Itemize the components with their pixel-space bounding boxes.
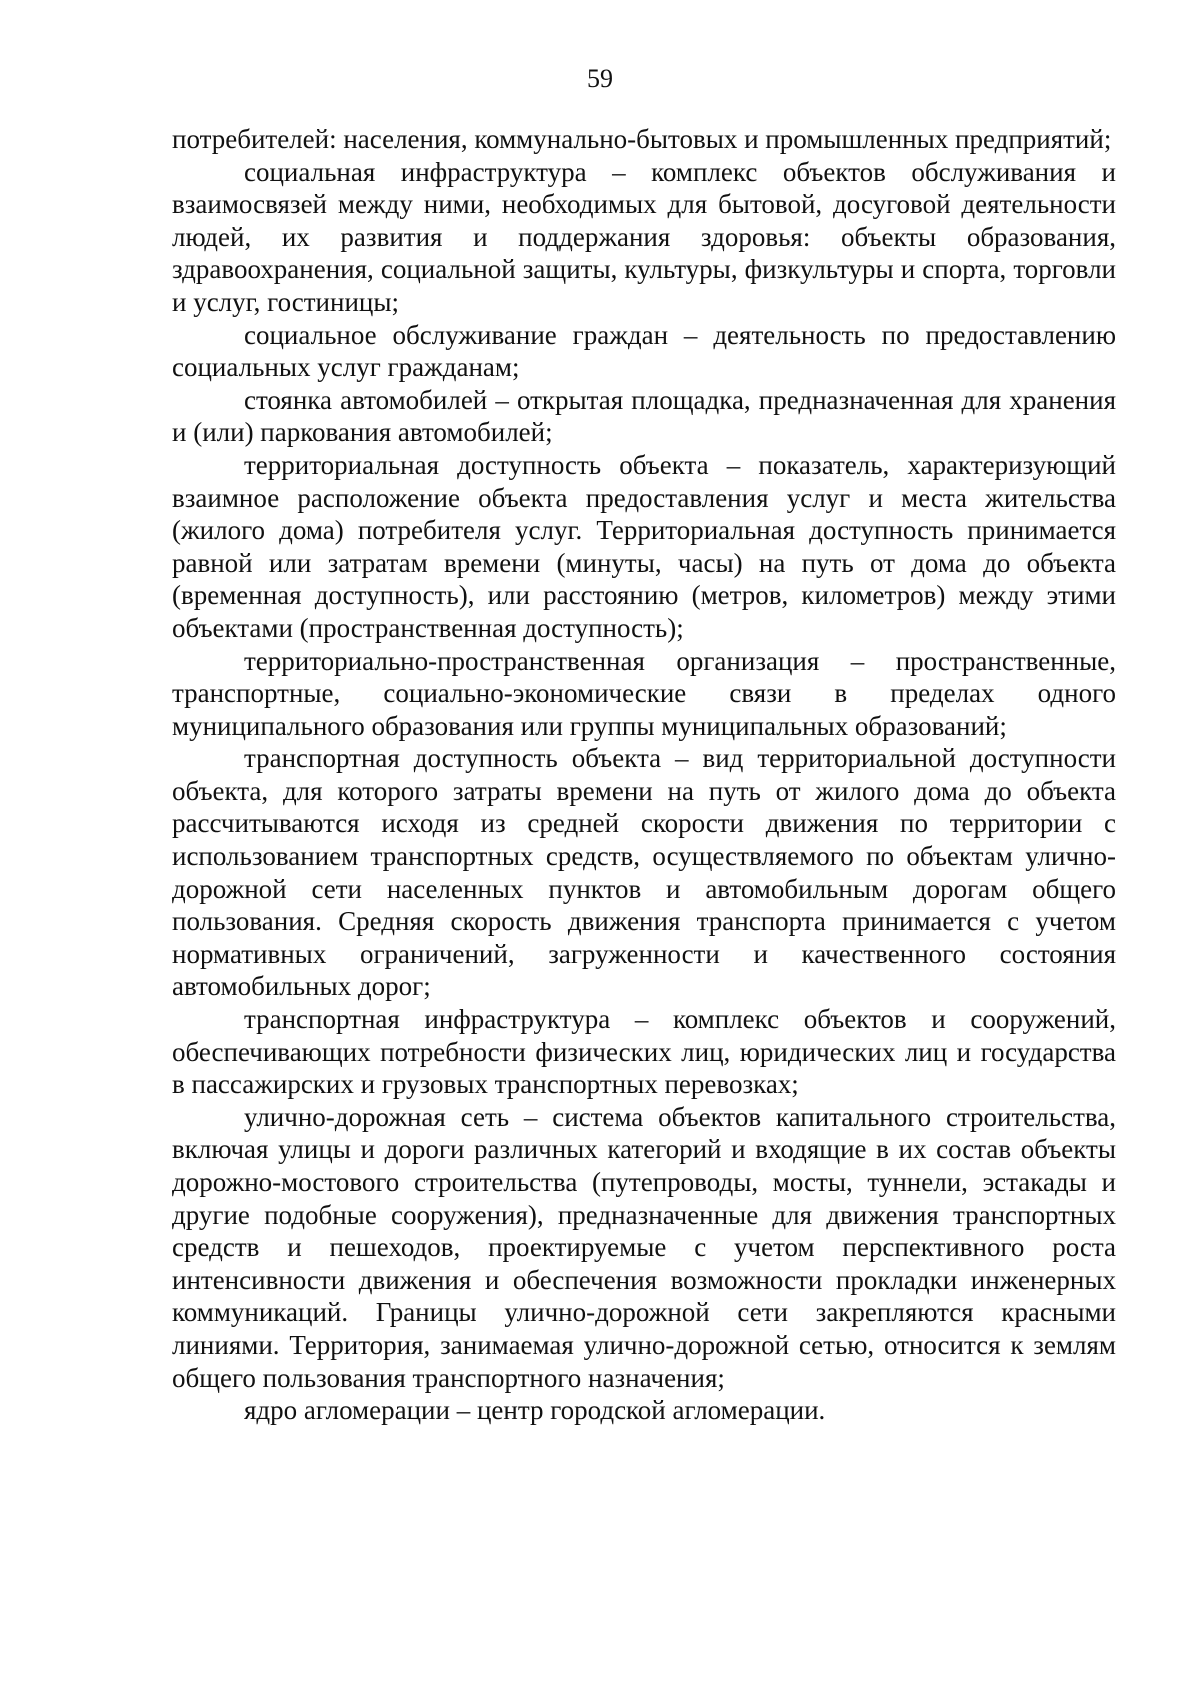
definition-territorial-accessibility: территориальная доступность объекта – показатель, характеризующий взаимное расположение объекта предоставления услуг и места жительства (жилого дома) потребителя услуг. Территориальная доступность принимается равной или затратам времени (минуты, часы) на путь от дома до объекта (временная доступность), или расстоянию (метров, километров) между этими объектами (пространственная доступность); — [172, 449, 1116, 643]
definition-car-parking: стоянка автомобилей – открытая площадка, предназначенная для хранения и (или) паркования автомобилей; — [172, 384, 1116, 448]
definition-territorial-spatial-organization: территориально-пространственная организация – пространственные, транспортные, социально-экономические связи в пределах одного муниципального образования или группы муниципальных образований; — [172, 645, 1116, 741]
document-body — [172, 123, 1116, 1427]
definition-street-road-network: улично-дорожная сеть – система объектов капитального строительства, включая улицы и дороги различных категорий и входящие в их состав объекты дорожно-мостового строительства (путепроводы, мосты, туннели, эстакады и другие подобные сооружения), предназначенные для движения транспортных средств и пешеходов, проектируемые с учетом перспективного роста интенсивности движения и обеспечения возможности прокладки инженерных коммуникаций. Границы улично-дорожной сети закрепляются красными линиями. Территория, занимаемая улично-дорожной сетью, относится к землям общего пользования транспортного назначения; — [172, 1101, 1116, 1393]
definition-transport-infrastructure: транспортная инфраструктура – комплекс объектов и сооружений, обеспечивающих потребности физических лиц, юридических лиц и государства в пассажирских и грузовых транспортных перевозках; — [172, 1004, 1116, 1100]
definition-transport-accessibility: транспортная доступность объекта – вид территориальной доступности объекта, для которого затраты времени на путь от жилого дома до объекта рассчитываются исходя из средней скорости движения по территории с использованием транспортных средств, осуществляемого по объектам улично-дорожной сети населенных пунктов и автомобильным дорогам общего пользования. Средняя скорость движения транспорта принимается с учетом нормативных ограничений, загруженности и качественного состояния автомобильных дорог; — [172, 743, 1116, 1002]
paragraph-continuation: потребителей: населения, коммунально-бытовых и промышленных предприятий; — [172, 124, 1112, 154]
definition-agglomeration-core: ядро агломерации – центр городской агломерации. — [244, 1395, 826, 1426]
page-number: 59 — [587, 64, 613, 93]
definition-social-services: социальное обслуживание граждан – деятельность по предоставлению социальных услуг гражданам; — [172, 319, 1116, 383]
definition-social-infrastructure: социальная инфраструктура – комплекс объектов обслуживания и взаимосвязей между ними, необходимых для бытовой, досуговой деятельности людей, их развития и поддержания здоровья: объекты образования, здравоохранения, социальной защиты, культуры, физкультуры и спорта, торговли и услуг, гостиницы; — [172, 156, 1116, 317]
